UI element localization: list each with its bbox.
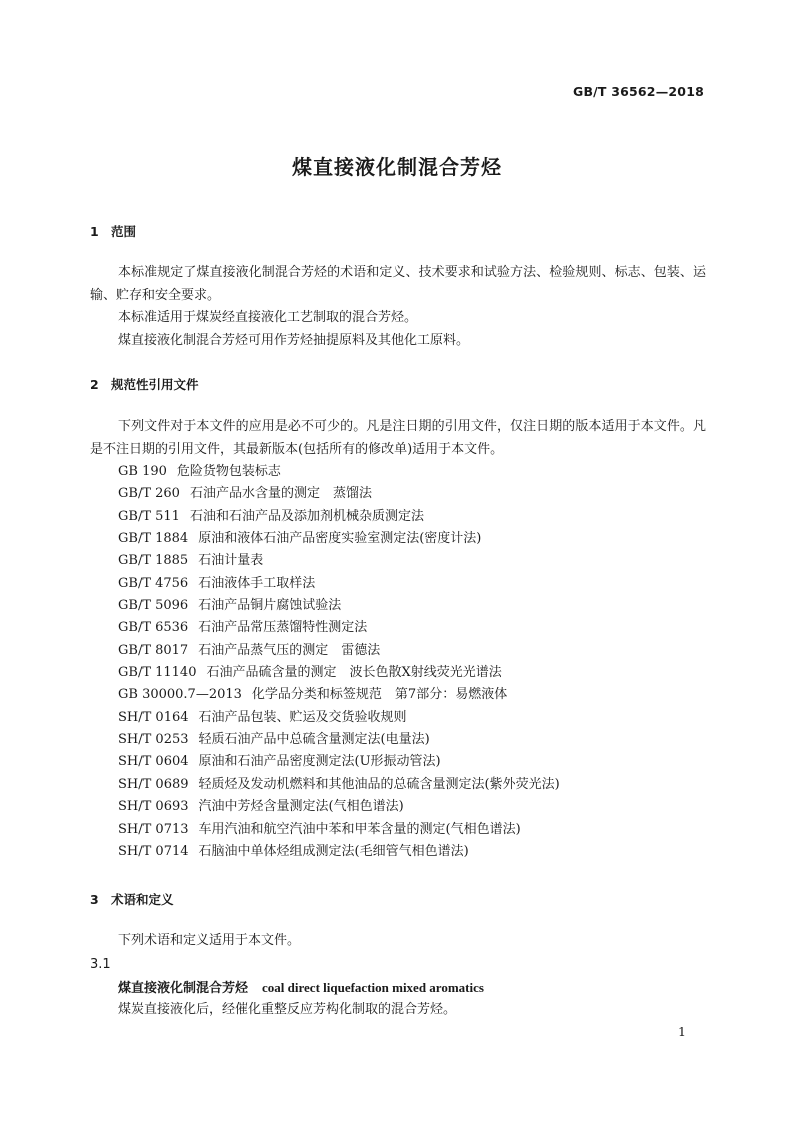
reference-item xyxy=(118,617,560,639)
reference-title: 原油和石油产品密度测定法(U形振动管法) xyxy=(198,754,441,770)
reference-item xyxy=(118,483,560,505)
reference-code: GB/T 260 xyxy=(118,486,180,502)
reference-list xyxy=(118,461,560,863)
section-number: 2 xyxy=(90,377,99,392)
reference-item xyxy=(118,796,560,818)
reference-code: GB/T 11140 xyxy=(118,665,197,681)
reference-code: GB/T 1884 xyxy=(118,531,189,547)
reference-title: 石油和石油产品及添加剂机械杂质测定法 xyxy=(189,508,424,524)
reference-item xyxy=(118,841,560,863)
reference-code: SH/T 0689 xyxy=(118,776,189,792)
reference-title: 汽油中芳烃含量测定法(气相色谱法) xyxy=(198,799,404,815)
reference-item xyxy=(118,528,560,550)
reference-code: SH/T 0604 xyxy=(118,754,189,770)
reference-title: 石油产品硫含量的测定 波长色散X射线荧光光谱法 xyxy=(206,665,502,681)
section-title: 规范性引用文件 xyxy=(111,377,199,392)
reference-code: SH/T 0164 xyxy=(118,709,189,725)
terms-intro: 下列术语和定义适用于本文件。 xyxy=(118,933,301,948)
scope-paragraph: 煤直接液化制混合芳烃可用作芳烃抽提原料及其他化工原料。 xyxy=(118,333,470,348)
reference-code: GB/T 6536 xyxy=(118,620,189,636)
reference-code: GB 190 xyxy=(118,464,167,479)
reference-item xyxy=(118,819,560,841)
scope-paragraph: 本标准适用于煤炭经直接液化工艺制取的混合芳烃。 xyxy=(118,310,418,325)
section-title: 术语和定义 xyxy=(111,892,174,907)
reference-item xyxy=(118,506,560,528)
reference-title: 石油液体手工取样法 xyxy=(198,575,316,591)
reference-item xyxy=(118,595,560,617)
term-english: coal direct liquefaction mixed aromatics xyxy=(262,980,484,995)
reference-code: SH/T 0693 xyxy=(118,799,189,815)
reference-code: GB/T 1885 xyxy=(118,553,189,569)
reference-code: GB 30000.7—2013 xyxy=(118,687,242,703)
reference-code: SH/T 0253 xyxy=(118,732,189,748)
reference-title: 危险货物包装标志 xyxy=(176,464,281,479)
section-heading-terms xyxy=(90,890,174,908)
reference-item xyxy=(118,573,560,595)
term-chinese: 煤直接液化制混合芳烃 xyxy=(118,981,249,996)
reference-item xyxy=(118,774,560,796)
reference-item xyxy=(118,751,560,773)
reference-title: 石油产品包装、贮运及交货验收规则 xyxy=(198,709,407,725)
scope-paragraph: 本标准规定了煤直接液化制混合芳烃的术语和定义、技术要求和试验方法、检验规则、标志、包装、运输、贮存和安全要求。 xyxy=(90,265,706,303)
section-heading-scope xyxy=(90,222,136,240)
reference-item xyxy=(118,729,560,751)
reference-item xyxy=(118,684,560,706)
reference-code: SH/T 0713 xyxy=(118,821,189,837)
reference-title: 石油产品蒸气压的测定 雷德法 xyxy=(198,642,381,658)
reference-title: 化学品分类和标签规范 第7部分：易燃液体 xyxy=(251,687,508,703)
reference-code: GB/T 5096 xyxy=(118,598,189,614)
term-clause-number: 3.1 xyxy=(90,957,111,972)
reference-title: 轻质烃及发动机燃料和其他油品的总硫含量测定法(紫外荧光法) xyxy=(198,776,560,792)
reference-code: GB/T 8017 xyxy=(118,642,189,658)
reference-item xyxy=(118,640,560,662)
reference-title: 石油产品常压蒸馏特性测定法 xyxy=(198,620,368,636)
reference-title: 原油和液体石油产品密度实验室测定法(密度计法) xyxy=(198,531,482,547)
reference-item xyxy=(118,550,560,572)
reference-code: GB/T 4756 xyxy=(118,575,189,591)
reference-title: 车用汽油和航空汽油中苯和甲苯含量的测定(气相色谱法) xyxy=(198,821,521,837)
reference-code: GB/T 511 xyxy=(118,508,180,524)
reference-item xyxy=(118,461,560,483)
standard-code: GB/T 36562—2018 xyxy=(572,84,704,99)
term-entry xyxy=(118,977,484,1000)
reference-title: 石脑油中单体烃组成测定法(毛细管气相色谱法) xyxy=(198,843,469,859)
reference-title: 石油产品铜片腐蚀试验法 xyxy=(198,598,342,614)
term-definition: 煤炭直接液化后，经催化重整反应芳构化制取的混合芳烃。 xyxy=(118,1002,457,1017)
normative-refs-intro: 下列文件对于本文件的应用是必不可少的。凡是注日期的引用文件，仅注日期的版本适用于本文件。凡是不注日期的引用文件，其最新版本(包括所有的修改单)适用于本文件。 xyxy=(90,419,706,457)
reference-code: SH/T 0714 xyxy=(118,843,189,859)
section-title: 范围 xyxy=(111,224,137,239)
page-number: 1 xyxy=(678,1024,686,1039)
document-title: 煤直接液化制混合芳烃 xyxy=(292,155,502,179)
section-heading-normative-refs xyxy=(90,375,199,393)
section-number: 1 xyxy=(90,224,99,239)
reference-title: 石油产品水含量的测定 蒸馏法 xyxy=(189,486,372,502)
reference-title: 石油计量表 xyxy=(198,553,264,569)
reference-title: 轻质石油产品中总硫含量测定法(电量法) xyxy=(198,732,430,748)
reference-item xyxy=(118,707,560,729)
section-number: 3 xyxy=(90,892,99,907)
reference-item xyxy=(118,662,560,684)
